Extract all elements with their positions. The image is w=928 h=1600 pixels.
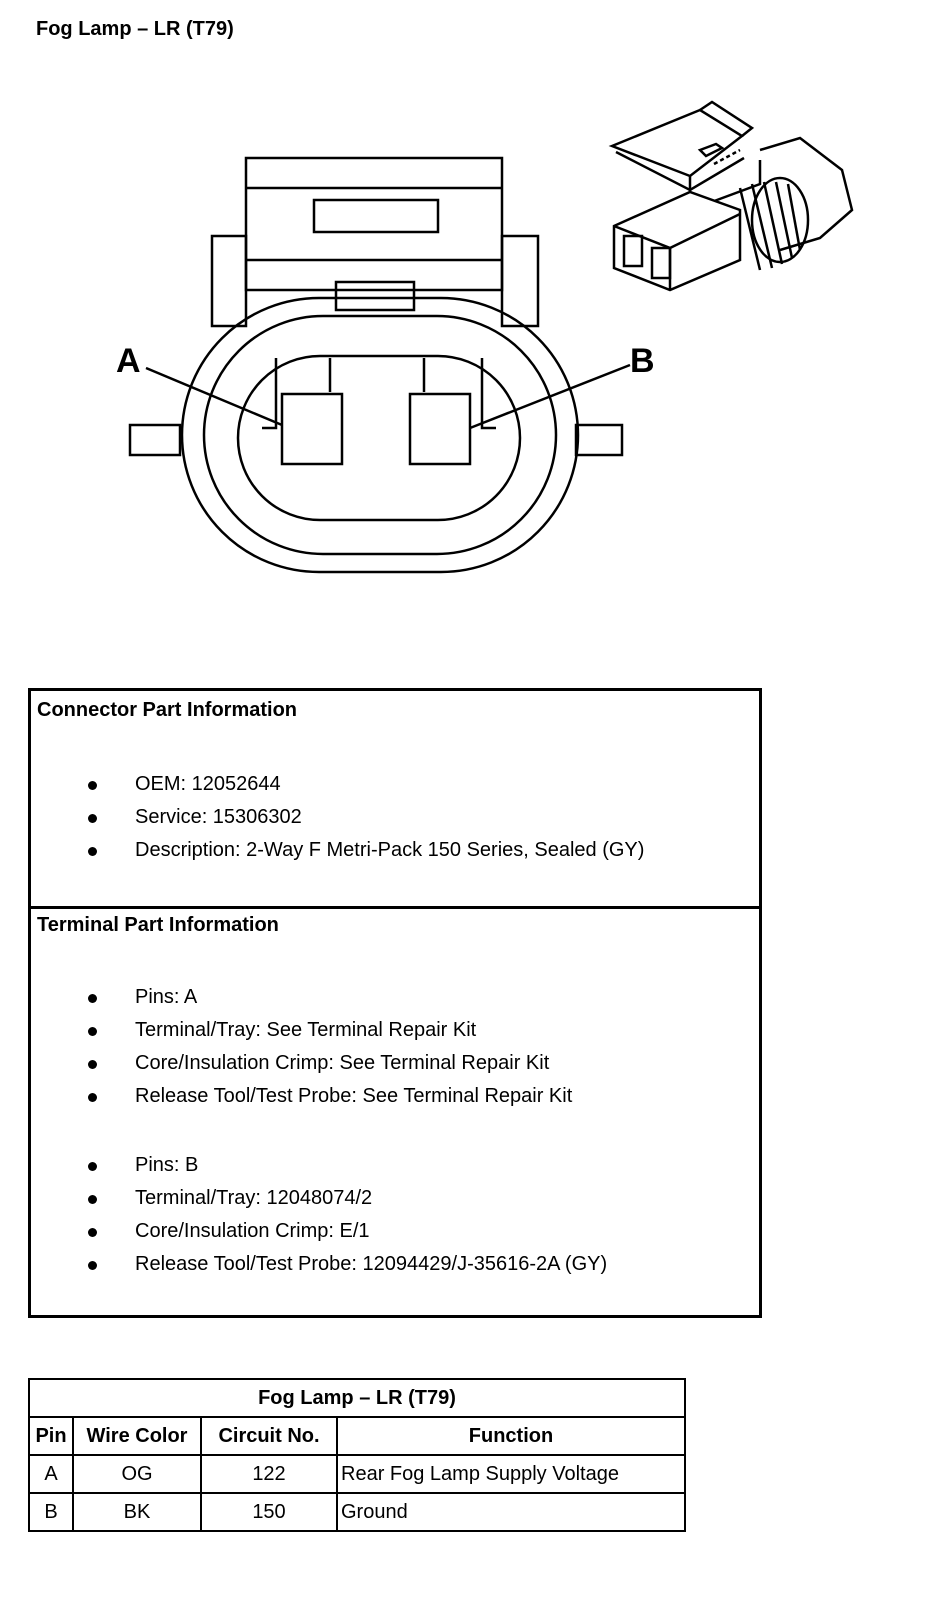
part-information-box <box>28 688 762 1318</box>
column-header-pin: Pin <box>29 1417 73 1455</box>
terminal-info-heading: Terminal Part Information <box>37 914 279 936</box>
column-header-circuit-no: Circuit No. <box>201 1417 337 1455</box>
cell-pin: A <box>29 1455 73 1493</box>
connector-part-information <box>31 691 759 909</box>
cell-pin: B <box>29 1493 73 1531</box>
pin-b-label: B <box>630 342 655 380</box>
pin-table <box>28 1378 686 1532</box>
list-item: Terminal/Tray: See Terminal Repair Kit <box>31 1014 759 1047</box>
cell-function: Ground <box>337 1493 685 1531</box>
terminal-info-list-pin-b <box>31 1149 759 1281</box>
terminal-info-list-pin-a <box>31 981 759 1113</box>
pin-a-label: A <box>116 342 141 380</box>
list-item: Release Tool/Test Probe: See Terminal Repair Kit <box>31 1080 759 1113</box>
list-item: OEM: 12052644 <box>31 768 759 801</box>
connector-face-diagram <box>0 0 928 650</box>
column-header-wire-color: Wire Color <box>73 1417 201 1455</box>
cell-wire-color: BK <box>73 1493 201 1531</box>
page-title: Fog Lamp – LR (T79) <box>36 18 234 40</box>
list-item: Core/Insulation Crimp: See Terminal Repair Kit <box>31 1047 759 1080</box>
list-item: Release Tool/Test Probe: 12094429/J-35616-2A (GY) <box>31 1248 759 1281</box>
cell-function: Rear Fog Lamp Supply Voltage <box>337 1455 685 1493</box>
list-item: Terminal/Tray: 12048074/2 <box>31 1182 759 1215</box>
pin-table-title: Fog Lamp – LR (T79) <box>29 1379 685 1417</box>
list-item: Core/Insulation Crimp: E/1 <box>31 1215 759 1248</box>
cell-wire-color: OG <box>73 1455 201 1493</box>
table-row <box>29 1493 685 1531</box>
connector-info-heading: Connector Part Information <box>37 699 298 721</box>
column-header-function: Function <box>337 1417 685 1455</box>
list-item: Pins: A <box>31 981 759 1014</box>
table-row <box>29 1455 685 1493</box>
connector-isometric-illustration <box>612 102 852 290</box>
list-item: Service: 15306302 <box>31 801 759 834</box>
terminal-part-information <box>31 906 759 1315</box>
list-item: Description: 2-Way F Metri-Pack 150 Series, Sealed (GY) <box>31 834 759 867</box>
cell-circuit-no: 122 <box>201 1455 337 1493</box>
cell-circuit-no: 150 <box>201 1493 337 1531</box>
list-item: Pins: B <box>31 1149 759 1182</box>
connector-info-list <box>31 768 759 867</box>
